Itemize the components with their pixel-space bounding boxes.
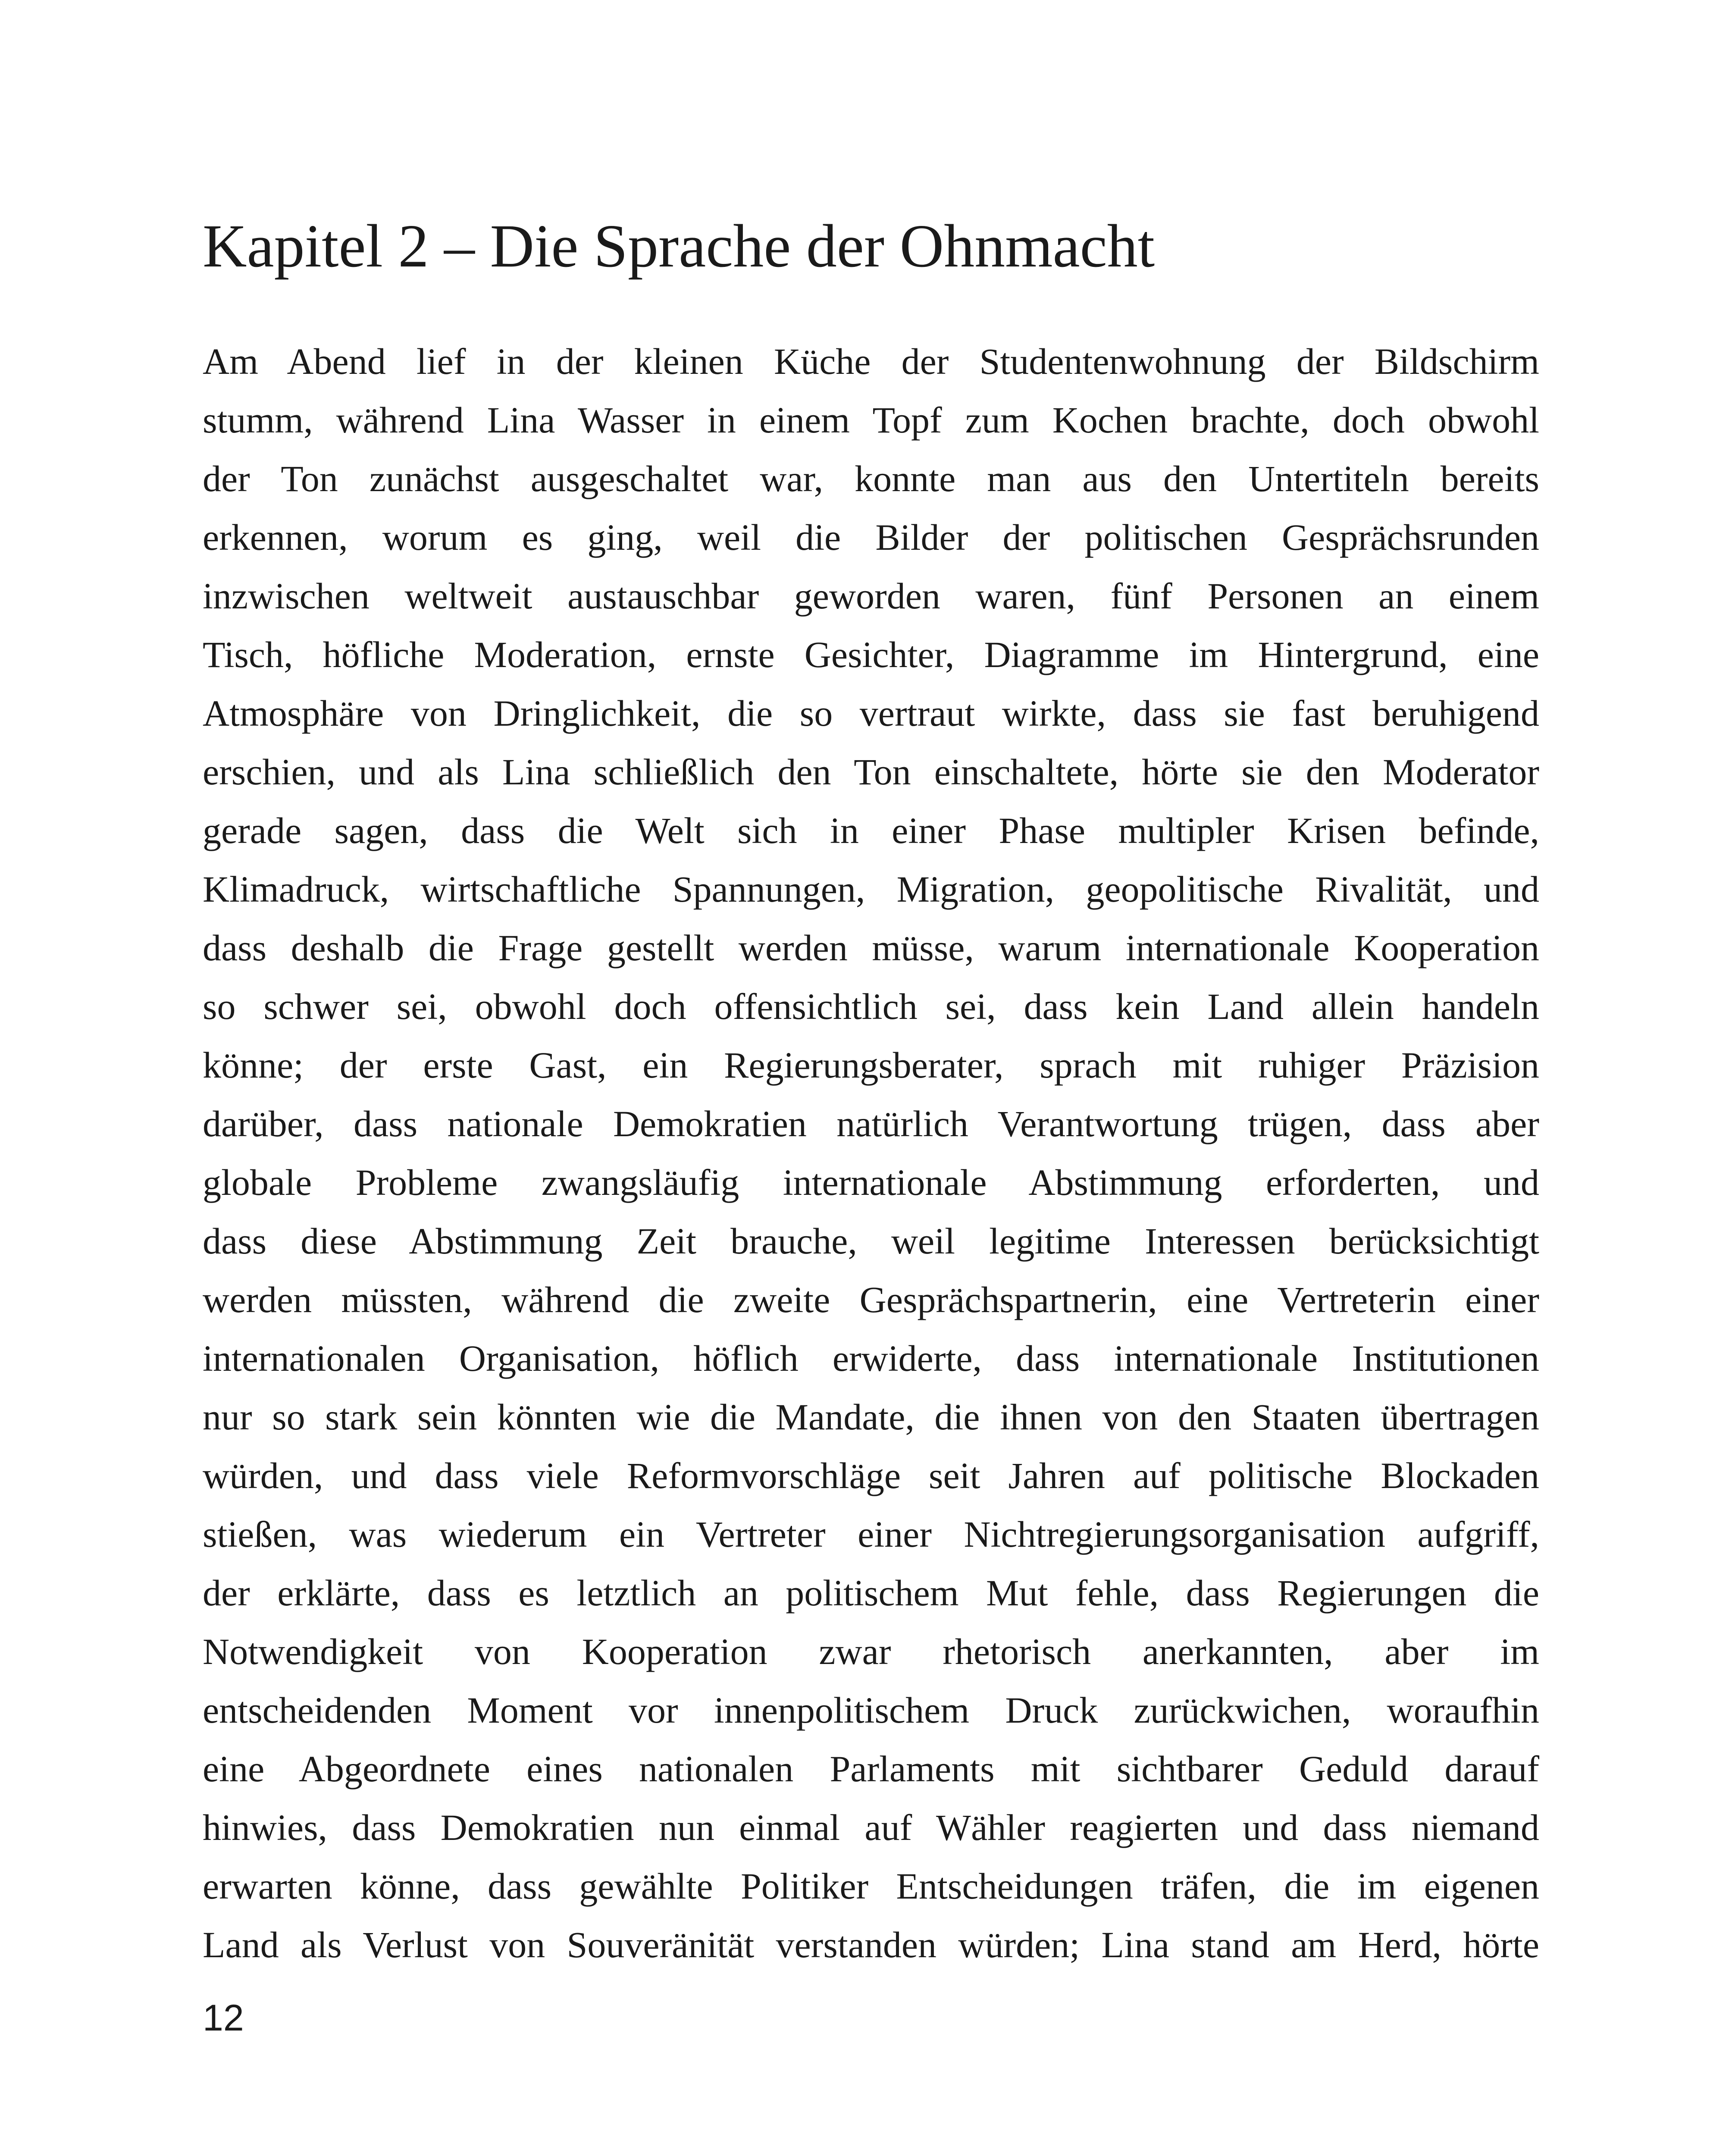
body-paragraph <box>203 332 1539 1974</box>
text-line: dass deshalb die Frage gestellt werden müsse, warum internationale Kooperation <box>203 927 1539 968</box>
text-line: erwarten könne, dass gewählte Politiker Entscheidungen träfen, die im eigenen <box>203 1865 1539 1907</box>
text-line: könne; der erste Gast, ein Regierungsberater, sprach mit ruhiger Präzision <box>203 1044 1539 1086</box>
text-line: dass diese Abstimmung Zeit brauche, weil legitime Interessen berücksichtigt <box>203 1220 1539 1262</box>
text-line: so schwer sei, obwohl doch offensichtlich sei, dass kein Land allein handeln <box>203 986 1539 1027</box>
text-line: Land als Verlust von Souveränität verstanden würden; Lina stand am Herd, hörte <box>203 1924 1539 1965</box>
text-line: darüber, dass nationale Demokratien natürlich Verantwortung trügen, dass aber <box>203 1103 1539 1144</box>
text-line: internationalen Organisation, höflich erwiderte, dass internationale Institutionen <box>203 1338 1539 1379</box>
text-line: erschien, und als Lina schließlich den Ton einschaltete, hörte sie den Moderator <box>203 751 1539 793</box>
text-line: hinwies, dass Demokratien nun einmal auf Wähler reagierten und dass niemand <box>203 1807 1539 1848</box>
text-line: der Ton zunächst ausgeschaltet war, konnte man aus den Untertiteln bereits <box>203 458 1539 499</box>
text-line: Atmosphäre von Dringlichkeit, die so vertraut wirkte, dass sie fast beruhigend <box>203 693 1539 734</box>
text-line: entscheidenden Moment vor innenpolitischem Druck zurückwichen, woraufhin <box>203 1689 1539 1731</box>
text-line: eine Abgeordnete eines nationalen Parlaments mit sichtbarer Geduld darauf <box>203 1748 1539 1789</box>
text-line: Tisch, höfliche Moderation, ernste Gesichter, Diagramme im Hintergrund, eine <box>203 634 1539 675</box>
text-line: stumm, während Lina Wasser in einem Topf zum Kochen brachte, doch obwohl <box>203 399 1539 441</box>
text-line: Klimadruck, wirtschaftliche Spannungen, Migration, geopolitische Rivalität, und <box>203 868 1539 910</box>
text-line: Notwendigkeit von Kooperation zwar rhetorisch anerkannten, aber im <box>203 1631 1539 1672</box>
text-line: nur so stark sein könnten wie die Mandate, die ihnen von den Staaten übertragen <box>203 1396 1539 1438</box>
text-line: der erklärte, dass es letztlich an politischem Mut fehle, dass Regierungen die <box>203 1572 1539 1614</box>
text-line: erkennen, worum es ging, weil die Bilder der politischen Gesprächsrunden <box>203 517 1539 558</box>
text-line: stießen, was wiederum ein Vertreter einer Nichtregierungsorganisation aufgriff, <box>203 1514 1539 1555</box>
text-line: inzwischen weltweit austauschbar geworden waren, fünf Personen an einem <box>203 575 1539 617</box>
text-line: würden, und dass viele Reformvorschläge seit Jahren auf politische Blockaden <box>203 1455 1539 1496</box>
text-line: gerade sagen, dass die Welt sich in einer Phase multipler Krisen befinde, <box>203 810 1539 851</box>
text-line: globale Probleme zwangsläufig internationale Abstimmung erforderten, und <box>203 1162 1539 1203</box>
chapter-title: Kapitel 2 – Die Sprache der Ohnmacht <box>203 212 1155 280</box>
text-line: Am Abend lief in der kleinen Küche der Studentenwohnung der Bildschirm <box>203 341 1539 382</box>
text-line: werden müssten, während die zweite Gesprächspartnerin, eine Vertreterin einer <box>203 1279 1539 1320</box>
page-number: 12 <box>203 1997 244 2039</box>
